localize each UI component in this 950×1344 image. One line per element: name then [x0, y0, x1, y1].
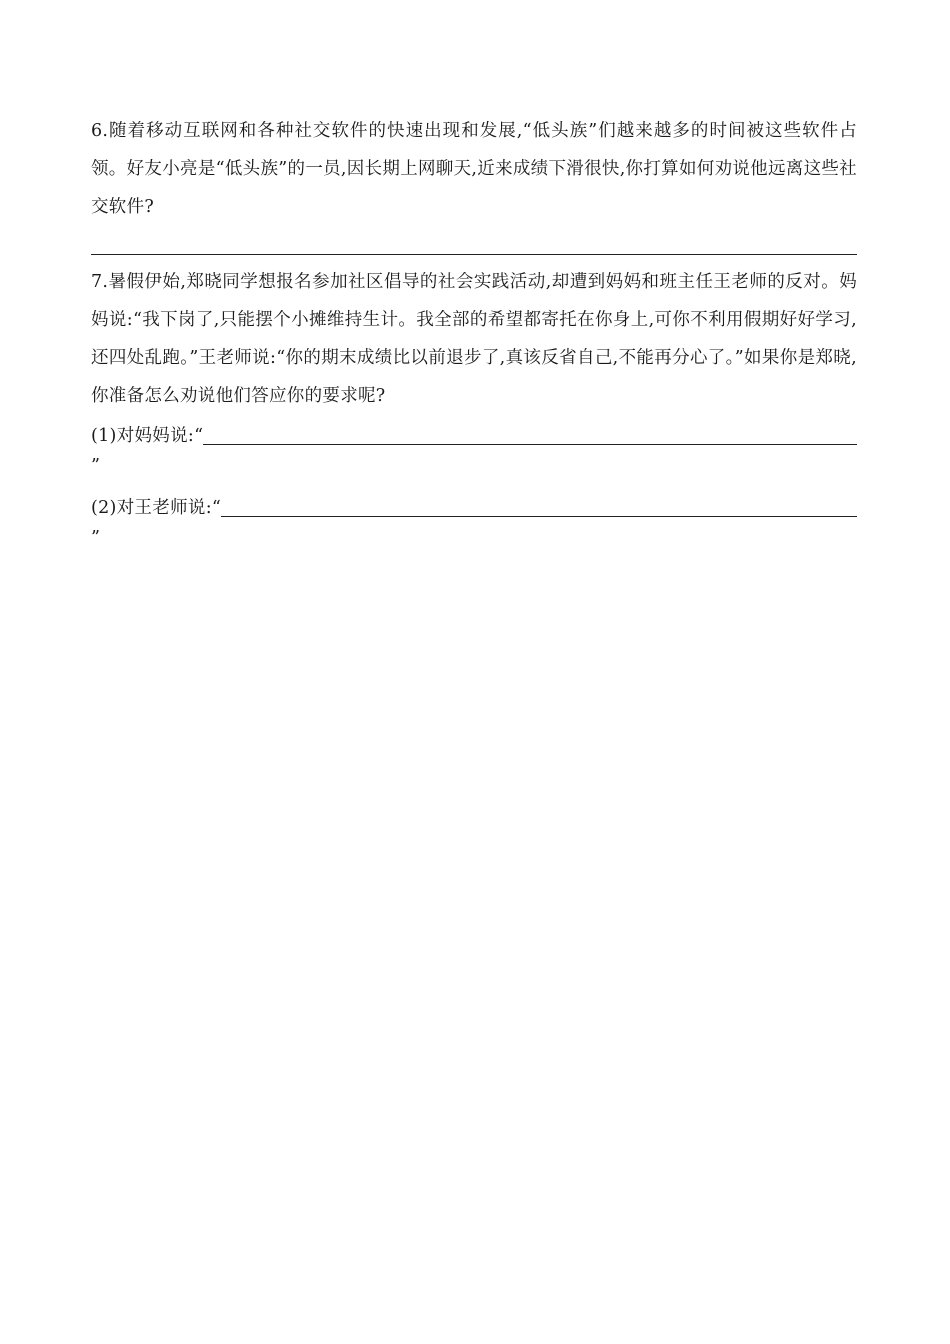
question-7-sub2-prefix: (2)对王老师说:“ [91, 498, 222, 518]
worksheet-page [91, 112, 857, 565]
question-7-sub1-answer-line[interactable] [203, 422, 857, 445]
question-7-sub1-prefix: (1)对妈妈说:“ [91, 426, 204, 446]
question-6-text: 6.随着移动互联网和各种社交软件的快速出现和发展,“低头族”们越来越多的时间被这些软件占领。好友小亮是“低头族”的一员,因长期上网聊天,近来成绩下滑很快,你打算如何劝说他远离这些社交软件? [91, 121, 857, 217]
question-7-sub2-close-quote: ” [91, 528, 100, 548]
question-6 [91, 112, 857, 255]
question-7-text: 7.暑假伊始,郑晓同学想报名参加社区倡导的社会实践活动,却遭到妈妈和班主任王老师的反对。妈妈说:“我下岗了,只能摆个小摊维持生计。我全部的希望都寄托在你身上,可你不利用假期好好学习,还四处乱跑。”王老师说:“你的期末成绩比以前退步了,真该反省自己,不能再分心了。”如果你是郑晓,你准备怎么劝说他们答应你的要求呢? [91, 272, 857, 406]
question-7-sub1-close-quote: ” [91, 456, 100, 476]
question-7-sub1 [91, 421, 857, 451]
question-7-sub2 [91, 493, 857, 523]
question-6-answer-line[interactable] [91, 254, 857, 255]
question-7 [91, 263, 857, 553]
question-7-sub2-answer-line[interactable] [221, 494, 857, 517]
